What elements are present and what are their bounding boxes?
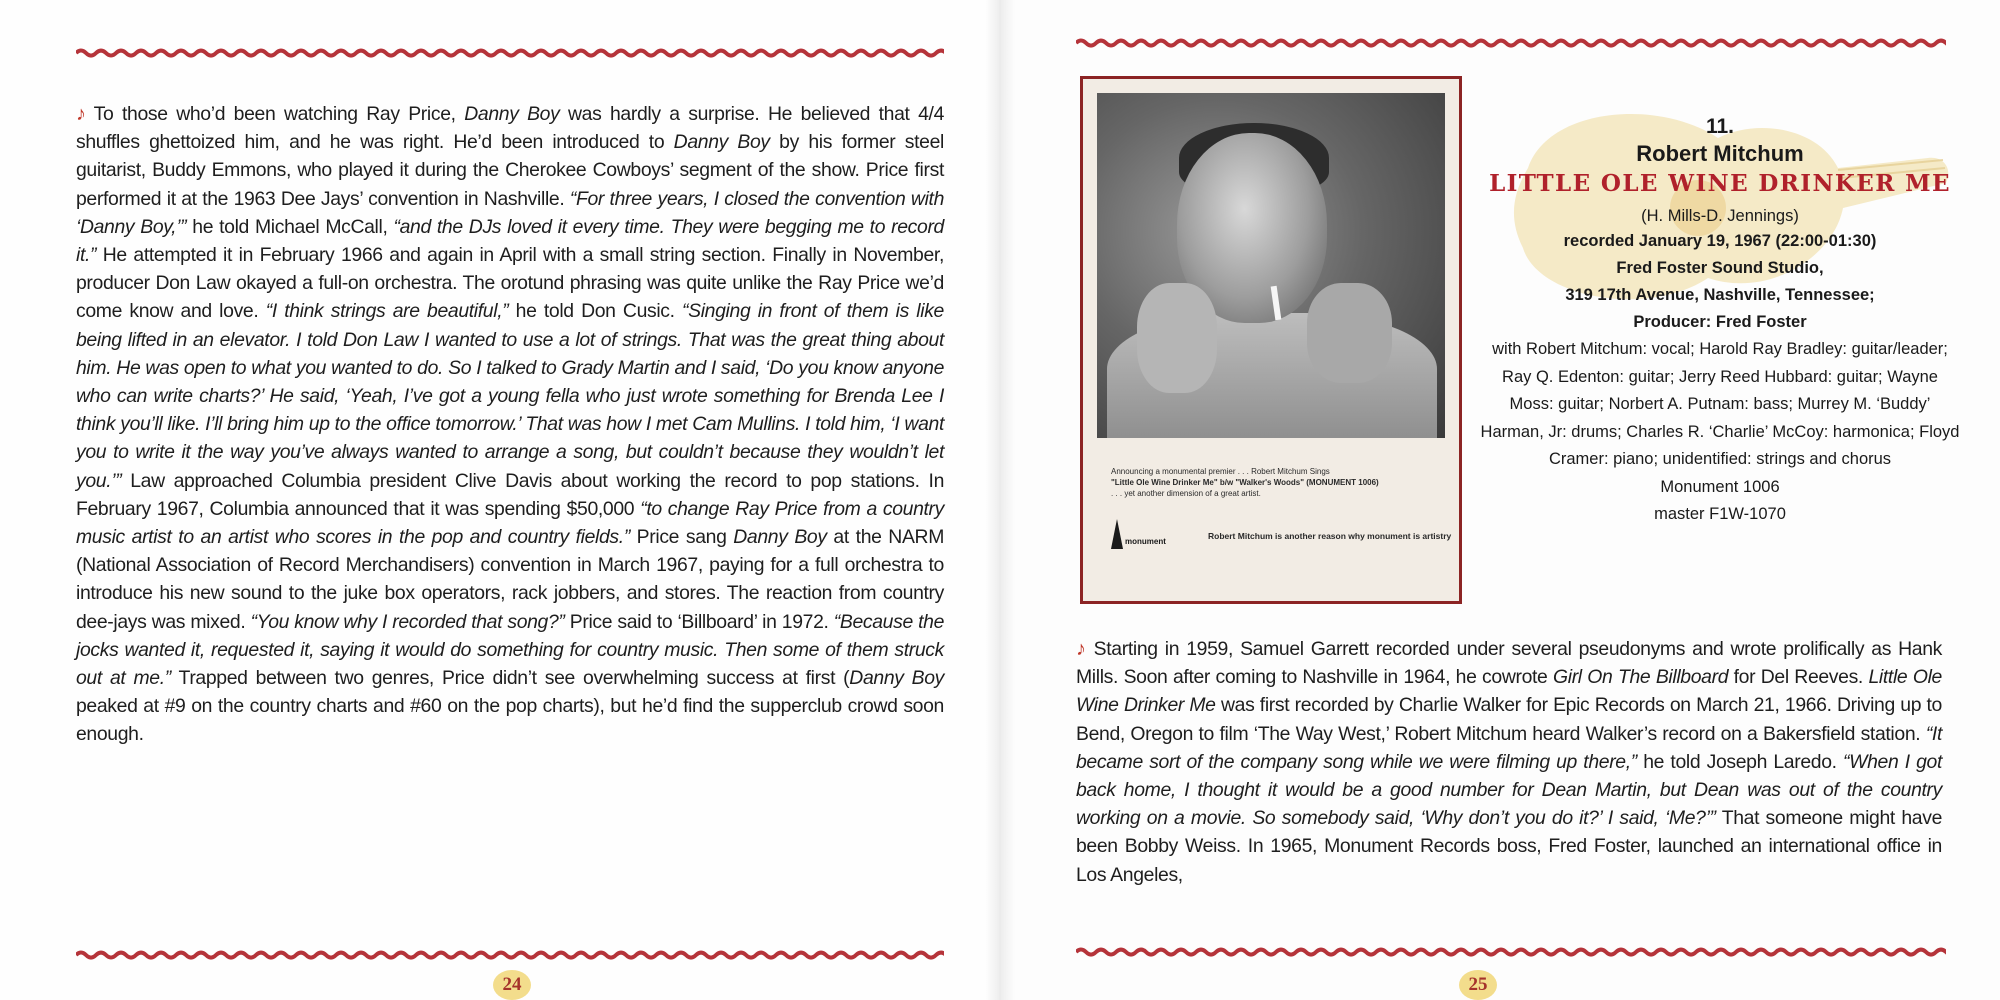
text-run: To those who’d been watching Ray Price, bbox=[93, 103, 465, 125]
quote-run: “For three years, I closed the convention with ‘Danny Boy,’” bbox=[76, 187, 945, 238]
track-number: 11. bbox=[1705, 115, 1735, 138]
text-run: Price said to ‘Billboard’ in 1972. bbox=[564, 610, 834, 633]
text-run: Trapped between two genres, Price didn’t see overwhelming success at first ( bbox=[170, 667, 850, 690]
quote-run: Danny Boy bbox=[673, 131, 770, 154]
recording-studio: Fred Foster Sound Studio, bbox=[1616, 259, 1824, 277]
quote-run: “to change Ray Price from a country music artist to an artist who scores in the pop and country fields.” bbox=[76, 497, 944, 549]
track-writers: (H. Mills-D. Jennings) bbox=[1641, 207, 1799, 225]
quote-run: Little Ole Wine Drinker Me bbox=[1076, 666, 1942, 717]
bottom-wave-border bbox=[1076, 943, 1946, 961]
quote-run: “It became sort of the company song while we were filming up there,” bbox=[1076, 722, 1942, 773]
wave-line bbox=[1076, 41, 1946, 46]
quote-run: Danny Boy bbox=[849, 667, 945, 690]
page-number: 24 bbox=[493, 970, 531, 1000]
text-run: was first recorded by Charlie Walker for Epic Records on March 21, 1966. Driving up to Bend, Oregon to film ‘The Way West,’ Robert Mitchum heard Walker’s record on a Bakersfield station. bbox=[1076, 694, 1942, 745]
text-run: at the NARM (National Association of Record Merchandisers) convention in March 1967, paying for a full orchestra to introduce his new sound to the juke box operators, rack jobbers, and stores. The reaction from country dee-jays was mixed. bbox=[76, 526, 945, 633]
top-wave-border bbox=[1076, 34, 1946, 52]
ad-tagline: Robert Mitchum is another reason why monument is artistry bbox=[1208, 531, 1452, 541]
wave-ornament bbox=[1076, 943, 1946, 961]
music-note-icon: ♪ bbox=[76, 103, 86, 125]
text-run: Starting in 1959, Samuel Garrett recorded under several pseudonyms and wrote prolifically as Hank Mills. Soon after coming to Nashville in 1964, he cowrote bbox=[1076, 638, 1942, 689]
ad-subline: . . . yet another dimension of a great artist. bbox=[1111, 489, 1261, 498]
text-run: he told Joseph Laredo. bbox=[1636, 750, 1844, 773]
ad-release-line: "Little Ole Wine Drinker Me" b/w "Walker's Woods" (MONUMENT 1006) bbox=[1111, 478, 1379, 487]
studio-address: 319 17th Avenue, Nashville, Tennessee; bbox=[1565, 286, 1875, 304]
text-run: was hardly a surprise. He believed that 4/4 shuffles ghettoized him, and he was right. He’d been introduced to bbox=[76, 103, 945, 154]
quote-run: “I think strings are beautiful,” bbox=[265, 300, 509, 323]
quote-run: “When I got back home, I thought it would be a good number for Dean Martin, but Dean was out of the country working on a movie. So somebody said, ‘Why don’t you do it?’ I said, ‘Me?’” bbox=[1076, 750, 1942, 830]
monument-logo-icon bbox=[1111, 519, 1123, 549]
wave-ornament bbox=[76, 44, 944, 62]
essay-paragraph-right bbox=[1076, 635, 1942, 889]
quote-run: “Singing in front of them is like being lifted in an elevator. I told Don Law I wanted to use a lot of strings. That was the great thing about him. He was open to what you wanted to do. So I talked to Grady Martin and I said, ‘Do you know anyone who can write charts?’ He said, ‘Yeah, I’ve got a young fella who just wrote something for Brenda Lee I think you’ll like. I’ll bring him up to the office tomorrow.’ That was how I met Cam Mullins. I told him, ‘I want you to write it the way you’ve always wanted to arrange a song, but couldn’t because they wouldn’t let you.’” bbox=[76, 300, 944, 492]
quote-run: Danny Boy bbox=[464, 103, 560, 125]
track-info bbox=[1480, 110, 1960, 528]
wave-ornament bbox=[76, 946, 944, 964]
wave-line bbox=[1076, 950, 1946, 955]
bottom-wave-border bbox=[76, 946, 944, 964]
catalog-number: Monument 1006 bbox=[1660, 477, 1780, 496]
wave-line bbox=[76, 51, 944, 56]
quote-run: “and the DJs loved it every time. They were begging me to record it.” bbox=[76, 215, 944, 267]
recording-date: recorded January 19, 1967 (22:00-01:30) bbox=[1563, 232, 1877, 250]
quote-run: Danny Boy bbox=[733, 526, 827, 549]
book-spine-shadow bbox=[985, 0, 1015, 1000]
track-artist: Robert Mitchum bbox=[1636, 141, 1804, 166]
monument-logo-text: monument bbox=[1125, 537, 1166, 546]
producer: Producer: Fred Foster bbox=[1633, 313, 1807, 331]
text-run: he told Michael McCall, bbox=[186, 215, 394, 238]
quote-run: “Because the jocks wanted it, requested it, saying it would do something for country music. Then some of them struck out at me.” bbox=[76, 610, 945, 690]
essay-paragraph-left bbox=[76, 100, 944, 749]
quote-run: “You know why I recorded that song?” bbox=[250, 610, 565, 633]
robert-mitchum-photo bbox=[1097, 93, 1445, 438]
track-title: LITTLE OLE WINE DRINKER ME bbox=[1489, 170, 1951, 197]
text-run: Price sang bbox=[629, 526, 734, 549]
page-number: 25 bbox=[1459, 970, 1497, 1000]
advertisement-photo-card bbox=[1080, 76, 1462, 604]
music-note-icon: ♪ bbox=[1076, 638, 1086, 660]
text-run: by his former steel guitarist, Buddy Emmons, who played it during the Cherokee Cowboys’ segment of the show. Price first performed it at the 1963 Dee Jays’ convention in Nashville. bbox=[76, 131, 945, 210]
text-run: for Del Reeves. bbox=[1728, 666, 1869, 689]
text-run: peaked at #9 on the country charts and #60 on the pop charts), but he’d find the supperclub crowd soon enough. bbox=[76, 695, 944, 746]
wave-line bbox=[76, 953, 944, 958]
text-run: he told Don Cusic. bbox=[508, 300, 683, 323]
musician-credits: with Robert Mitchum: vocal; Harold Ray Bradley: guitar/leader; Ray Q. Edenton: guitar; Jerry Reed Hubbard: guitar; Wayne Moss: guitar; Norbert A. Putnam: bass; Murrey M. ‘Buddy’ Harman, Jr: drums; Charles R. ‘Charlie’ McCoy: harmonica; Floyd Cramer: piano; unidentified: strings and chorus bbox=[1480, 340, 1960, 468]
text-run: Law approached Columbia president Clive Davis about working the record to pop stations. In February 1967, Columbia announced that it was spending $50,000 bbox=[76, 469, 944, 520]
text-run: That someone might have been Bobby Weiss. In 1965, Monument Records boss, Fred Foster, launched an international office in Los Angeles, bbox=[1076, 807, 1943, 886]
wave-ornament bbox=[1076, 34, 1946, 52]
quote-run: Girl On The Billboard bbox=[1553, 666, 1729, 689]
text-run: He attempted it in February 1966 and again in April with a small string section. Finally in November, producer Don Law okayed a full-on orchestra. The orotund phrasing was quite unlike the Ray Price we’d come know and love. bbox=[76, 244, 944, 323]
ad-announcement: Announcing a monumental premier . . . Robert Mitchum Sings bbox=[1111, 467, 1330, 476]
master-number: master F1W-1070 bbox=[1654, 504, 1786, 523]
top-wave-border bbox=[76, 44, 944, 62]
